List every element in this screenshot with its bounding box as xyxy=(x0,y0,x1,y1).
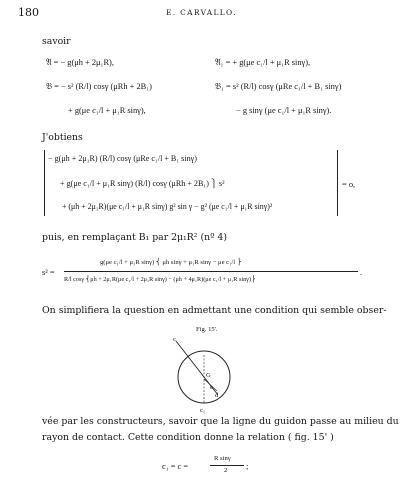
figure-label-c1: c₁ xyxy=(200,407,206,414)
obtiens-label: J'obtiens xyxy=(42,132,83,143)
s2-numerator: g(μe c₁/l + μ₁R sinγ) ⎨ μh sinγ + μ₁R sinγ − μe c₁/l ⎬ xyxy=(100,259,242,266)
eq-B: 𝔅 = − s² (R/l) cosγ (μRh + 2B₁) xyxy=(46,82,152,91)
paragraph-line-2: rayon de contact. Cette condition donne la relation ( fig. 15' ) xyxy=(42,432,334,443)
final-eq-lhs: c₁ = c = xyxy=(162,462,189,471)
s2-lhs: s² = xyxy=(42,268,55,277)
running-head: E. CARVALLO. xyxy=(166,8,237,17)
figure-caption: Fig. 15'. xyxy=(196,326,218,333)
big-eq-rhs: = o, xyxy=(342,180,356,189)
final-eq-numerator: R sinγ xyxy=(214,455,231,462)
figure-label-e: e xyxy=(210,384,213,391)
big-eq-line1: − g(μh + 2μ₁R) (R/l) cosγ (μRe c₁/l + B₁ sinγ) xyxy=(48,154,197,163)
right-bar xyxy=(337,150,338,216)
paragraph-line-1: vée par les constructeurs, savoir que la ligne du guidon passe au milieu du xyxy=(42,416,399,427)
big-eq-line2: + g(μe c₁/l + μ₁R sinγ) (R/l) cosγ (μRh + 2B₁) ⎫ s² xyxy=(60,179,225,188)
figure-label-c: c xyxy=(173,336,176,343)
figure-15 xyxy=(168,335,240,410)
paragraph-simplify: On simplifiera la question en admettant une condition qui semble obser- xyxy=(42,305,387,316)
eq-B-cont: + g(μe c₁/l + μ₁R sinγ), xyxy=(68,106,146,115)
s2-fraction-bar xyxy=(64,271,358,272)
eq-B1-cont: − g sinγ (μe c₁/l + μ₁R sinγ). xyxy=(236,106,332,115)
final-fraction-bar xyxy=(210,465,244,466)
figure-label-g: G xyxy=(206,372,211,379)
eq-A1: 𝔄₁ = + g(μe c₁/l + μ₁R sinγ), xyxy=(215,58,311,67)
intro-word: savoir xyxy=(42,36,71,47)
s2-denominator: R/l cosγ ⎨μh + 2μ₁R(μe c₁/l + 2μ₁R sinγ) − (μh + 4μ₁R)(μe c₁/l + μ₁R sinγ)⎬ xyxy=(64,276,256,283)
s2-end: . xyxy=(360,268,363,277)
eq-B1: 𝔅₁ = s² (R/l) cosγ (μRe c₁/l + B₁ sinγ) xyxy=(215,82,342,91)
big-eq-line3: + (μh + 2μ₁R)(μe c₁/l + μ₁R sinγ) g² sin γ − g² (μe c₁/l + μ₁R sinγ)² xyxy=(62,202,273,211)
left-bracket xyxy=(44,150,45,216)
figure-label-d: d xyxy=(215,392,219,399)
page-number: 180 xyxy=(18,6,39,19)
replace-sentence: puis, en remplaçant B₁ par 2μ₁R² (nº 4) xyxy=(42,232,227,243)
final-eq-denominator: 2 xyxy=(224,467,228,474)
final-eq-end: ; xyxy=(246,462,249,471)
eq-A: 𝔄 = − g(μh + 2μ₁R), xyxy=(46,58,114,67)
